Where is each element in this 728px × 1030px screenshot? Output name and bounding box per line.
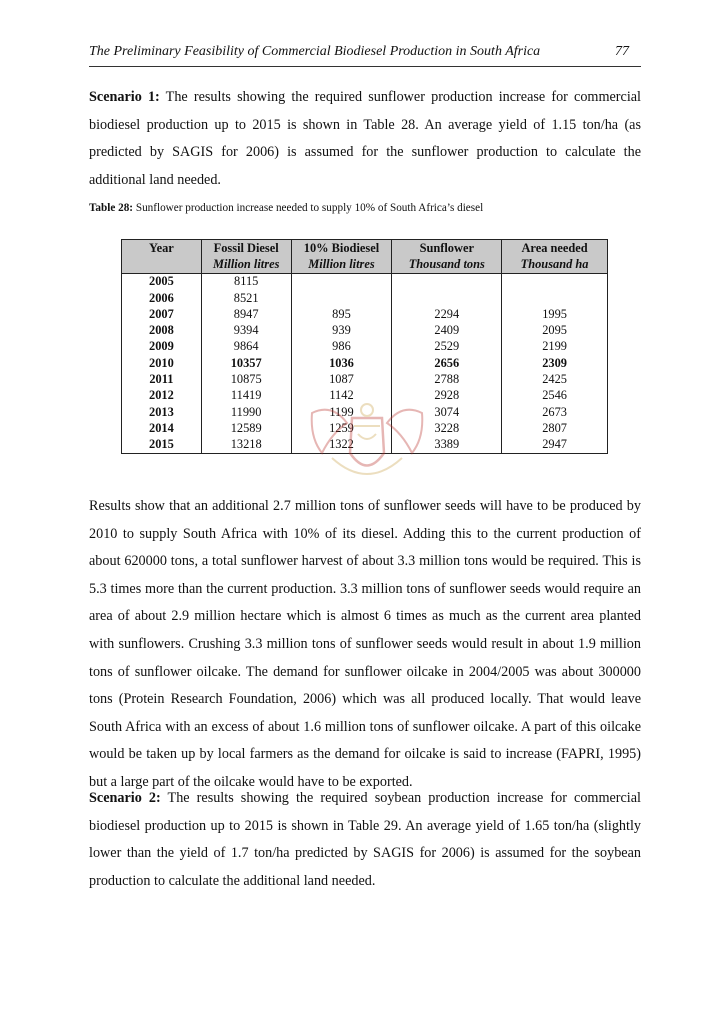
cell-sunflower: 3228 [392,420,502,436]
cell-biodiesel: 895 [291,306,392,322]
cell-sunflower: 2788 [392,371,502,387]
cell-sunflower: 2656 [392,355,502,371]
cell-sunflower: 3074 [392,404,502,420]
cell-fossil-diesel: 12589 [201,420,291,436]
unit-biodiesel: Million litres [291,256,392,273]
cell-area-needed: 2095 [502,322,608,338]
cell-year: 2007 [122,306,202,322]
scenario-1-paragraph [89,84,641,194]
cell-biodiesel: 1142 [291,388,392,404]
cell-sunflower: 2294 [392,306,502,322]
table-row [122,355,608,371]
cell-biodiesel [291,273,392,290]
scenario-1-lead: Scenario 1: [89,89,160,105]
cell-fossil-diesel: 8115 [201,273,291,290]
cell-area-needed: 2425 [502,371,608,387]
cell-fossil-diesel: 10357 [201,355,291,371]
header-area-needed: Area needed [502,240,608,257]
table-row [122,371,608,387]
cell-fossil-diesel: 8947 [201,306,291,322]
cell-fossil-diesel: 8521 [201,290,291,306]
table-caption [89,202,641,214]
unit-year [122,256,202,273]
cell-area-needed [502,290,608,306]
table-caption-label: Table 28: [89,202,134,214]
scenario-1-text: The results showing the required sunflower production increase for commercial biodiesel production up to 2015 is shown in Table 28. An average yield of 1.15 ton/ha (as predicted by SAGIS for 2006) is assumed for the sunflower production to calculate the additional land needed. [89,89,642,188]
table-units-row [122,256,608,273]
table-row [122,290,608,306]
cell-year: 2009 [122,339,202,355]
cell-fossil-diesel: 10875 [201,371,291,387]
table-row [122,273,608,290]
cell-biodiesel: 1322 [291,437,392,454]
cell-biodiesel: 1199 [291,404,392,420]
scenario-2-lead: Scenario 2: [89,790,161,806]
scenario-2-text: The results showing the required soybean production increase for commercial biodiesel production up to 2015 is shown in Table 29. An average yield of 1.65 ton/ha (slightly lower than the yield of 1.7 ton/ha predicted by SAGIS for 2006) is assumed for the soybean production to calculate the additional land needed. [89,790,641,889]
cell-fossil-diesel: 11990 [201,404,291,420]
table-row [122,306,608,322]
scenario-2-paragraph [89,785,641,895]
cell-biodiesel [291,290,392,306]
table-header-row [122,240,608,257]
cell-year: 2015 [122,437,202,454]
cell-sunflower: 2928 [392,388,502,404]
cell-year: 2005 [122,273,202,290]
cell-fossil-diesel: 9394 [201,322,291,338]
cell-year: 2010 [122,355,202,371]
header-year: Year [122,240,202,257]
cell-area-needed: 2546 [502,388,608,404]
cell-area-needed: 2309 [502,355,608,371]
cell-sunflower: 2409 [392,322,502,338]
cell-year: 2013 [122,404,202,420]
results-paragraph: Results show that an additional 2.7 million tons of sunflower seeds will have to be produced by 2010 to supply South Africa with 10% of its diesel. Adding this to the current production of about 620000 tons, a total sunflower harvest of about 3.3 million tons would be required. This is 5.3 times more than the current production. 3.3 million tons of sunflower seeds would require an area of about 2.9 million hectare which is almost 6 times as much as the current area planted with sunflowers. Crushing 3.3 million tons of sunflower seeds would result in about 1.9 million tons of sunflower oilcake. The demand for sunflower oilcake in 2004/2005 was about 300000 tons (Protein Research Foundation, 2006) which was all produced locally. That would leave South Africa with an excess of about 1.6 million tons of sunflower oilcake. A part of this oilcake would be taken up by local farmers as the demand for oilcake is said to increase (FAPRI, 1995) but a large part of the oilcake would have to be exported. [89,498,641,790]
cell-area-needed [502,273,608,290]
cell-sunflower: 2529 [392,339,502,355]
cell-fossil-diesel: 11419 [201,388,291,404]
header-fossil-diesel: Fossil Diesel [201,240,291,257]
cell-year: 2006 [122,290,202,306]
cell-year: 2012 [122,388,202,404]
unit-fossil-diesel: Million litres [201,256,291,273]
cell-year: 2011 [122,371,202,387]
cell-biodiesel: 986 [291,339,392,355]
cell-biodiesel: 1259 [291,420,392,436]
cell-sunflower: 3389 [392,437,502,454]
cell-year: 2008 [122,322,202,338]
unit-area-needed: Thousand ha [502,256,608,273]
cell-area-needed: 2673 [502,404,608,420]
cell-biodiesel: 1087 [291,371,392,387]
table-row [122,339,608,355]
university-crest-watermark [292,398,442,494]
running-header-title: The Preliminary Feasibility of Commercial Biodiesel Production in South Africa [89,44,541,59]
header-biodiesel: 10% Biodiesel [291,240,392,257]
table-row [122,322,608,338]
cell-area-needed: 2947 [502,437,608,454]
cell-fossil-diesel: 9864 [201,339,291,355]
cell-biodiesel: 939 [291,322,392,338]
cell-biodiesel: 1036 [291,355,392,371]
header-sunflower: Sunflower [392,240,502,257]
table-caption-text: Sunflower production increase needed to supply 10% of South Africa’s diesel [133,202,484,214]
cell-year: 2014 [122,420,202,436]
header-rule [89,66,641,67]
page-number: 77 [615,44,629,59]
cell-sunflower [392,273,502,290]
cell-sunflower [392,290,502,306]
cell-area-needed: 2199 [502,339,608,355]
cell-area-needed: 2807 [502,420,608,436]
cell-fossil-diesel: 13218 [201,437,291,454]
cell-area-needed: 1995 [502,306,608,322]
running-header [89,44,641,68]
unit-sunflower: Thousand tons [392,256,502,273]
